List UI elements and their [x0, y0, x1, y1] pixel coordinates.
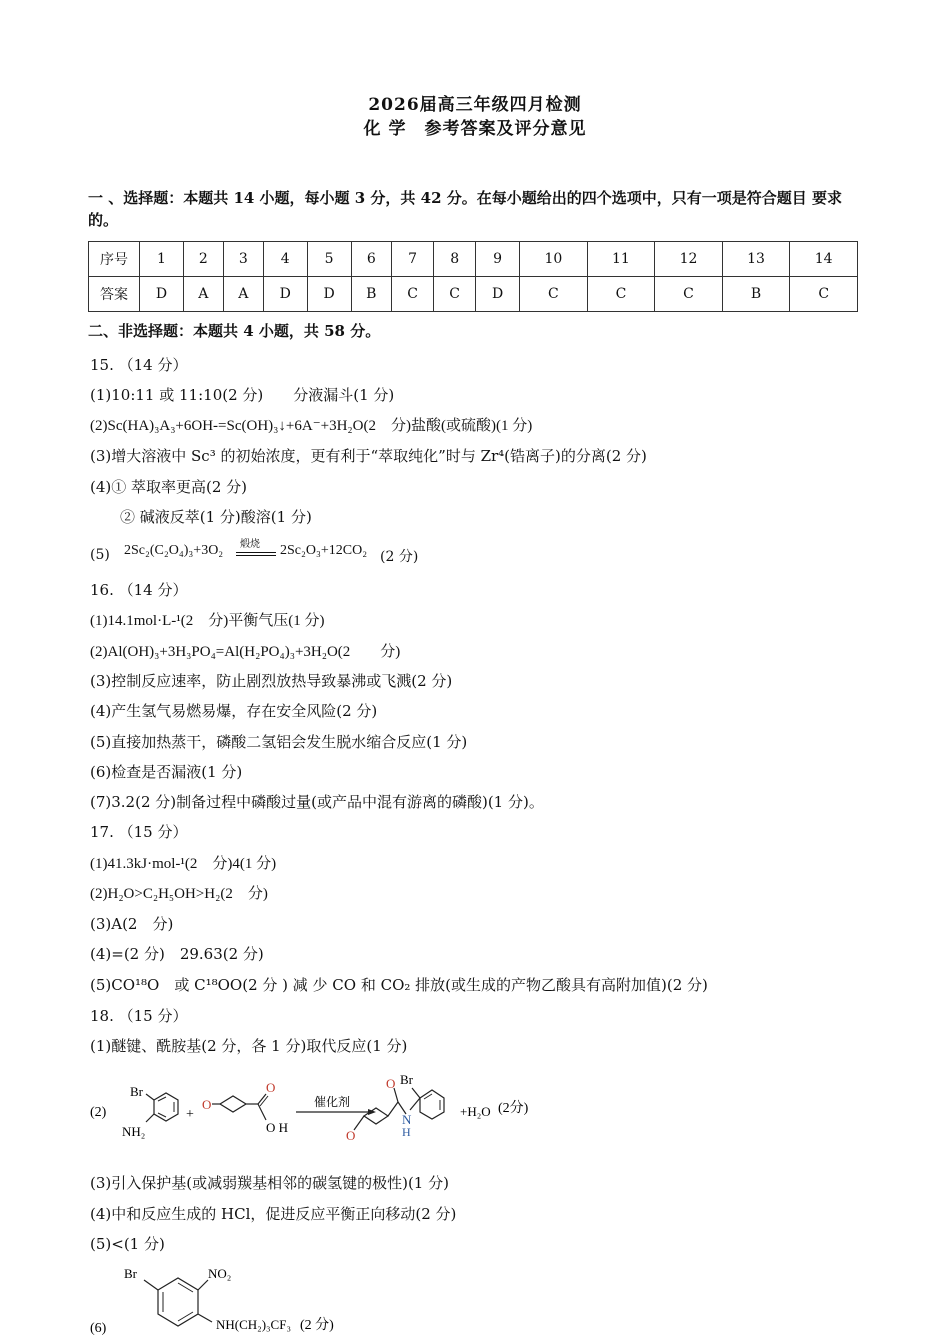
q16-line-1: (1)14.1mol·L-¹(2 分)平衡气压(1 分)	[90, 613, 325, 629]
q18-l2-oh: O H	[266, 1120, 289, 1135]
q18-l2-o1: O	[202, 1097, 212, 1112]
table-cell: 6	[351, 242, 392, 277]
q18-l6-score: (2 分)	[300, 1318, 334, 1333]
q18-product-n: N	[402, 1112, 412, 1127]
q15-l5-label: (5)	[90, 547, 110, 563]
table-cell: C	[520, 277, 588, 312]
q15-line-4a: (4)① 萃取率更高(2 分)	[90, 478, 248, 496]
table-cell: 5	[307, 242, 351, 277]
q18-line-1: (1)醚键、酰胺基(2 分，各 1 分)取代反应(1 分)	[90, 1037, 408, 1055]
table-cell: C	[434, 277, 476, 312]
q16-line-6: (6)检查是否漏液(1 分)	[90, 763, 243, 781]
table-cell: B	[351, 277, 392, 312]
q18-product-br: Br	[400, 1072, 413, 1087]
q18-l6-nh: NH(CH₂)₃CF₃	[216, 1317, 291, 1332]
q15-line-4b: ② 碱液反萃(1 分)酸溶(1 分)	[120, 508, 312, 526]
section-2-heading: 二、非选择题：本题共 4 小题，共 58 分。	[88, 322, 381, 340]
table-cell: 7	[392, 242, 434, 277]
table-cell: 2	[183, 242, 223, 277]
q17-line-3: (3)A(2 分)	[90, 915, 174, 933]
q15-line-2: (2)Sc(HA)₃A₃+6OH-=Sc(OH)₃↓+6A⁻+3H₂O(2 分)盐酸(或硫酸)(1 分)	[90, 418, 533, 434]
q16-heading: 16. （14 分）	[90, 581, 188, 599]
table-cell: 4	[263, 242, 307, 277]
q18-l2-nh2: NH₂	[122, 1124, 146, 1139]
row-label-number: 序号	[89, 242, 140, 277]
table-cell: A	[183, 277, 223, 312]
table-cell: 1	[140, 242, 184, 277]
q16-line-4: (4)产生氢气易燃易爆，存在安全风险(2 分)	[90, 702, 378, 720]
q15-line-3: (3)增大溶液中 Sc³ 的初始浓度，更有利于“萃取纯化”时与 Zr⁴(锆离子)的分离(2 分)	[90, 447, 647, 465]
table-row-numbers	[89, 242, 858, 277]
q18-product-o2: O	[386, 1076, 396, 1091]
q18-product-o1: O	[346, 1128, 356, 1143]
section-1-heading: 一 、选择题：本题共 14 小题，每小题 3 分，共 42 分。在每小题给出的四个选项中，只有一项是符合题目 要求的。	[88, 189, 842, 229]
q18-line-3: (3)引入保护基(或减弱羰基相邻的碳氢键的极性)(1 分)	[90, 1174, 449, 1192]
q15-l5-score: (2 分)	[380, 549, 419, 565]
q18-l2-catalyst: 催化剂	[314, 1095, 351, 1109]
q15-l5-condition: 煅烧	[240, 539, 260, 550]
q17-heading: 17. （15 分）	[90, 823, 188, 841]
q15-l5-equals-sign	[236, 552, 276, 556]
q18-line-5: (5)<(1 分)	[90, 1235, 165, 1253]
q18-l6-no2: NO₂	[208, 1266, 232, 1281]
q18-l2-br: Br	[130, 1084, 143, 1099]
q18-l2-water: +H₂O	[460, 1104, 491, 1119]
table-cell: A	[223, 277, 263, 312]
q18-l2-score: (2分)	[498, 1101, 529, 1116]
page-subtitle: 化 学 参考答案及评分意见	[363, 119, 587, 139]
table-cell: D	[307, 277, 351, 312]
table-cell: D	[140, 277, 184, 312]
q18-l6-br: Br	[124, 1266, 137, 1281]
table-cell: C	[655, 277, 723, 312]
table-cell: 10	[520, 242, 588, 277]
q18-l2-o2: O	[266, 1080, 276, 1095]
answer-table	[88, 241, 858, 312]
q18-l2-label: (2)	[90, 1105, 107, 1120]
q18-answer-6-structure	[88, 1258, 388, 1342]
q17-line-1: (1)41.3kJ·mol-¹(2 分)4(1 分)	[90, 856, 277, 872]
table-cell: C	[587, 277, 655, 312]
table-cell: 14	[790, 242, 858, 277]
q15-l5-rhs: 2Sc₂O₃+12CO₂	[280, 543, 368, 558]
table-cell: C	[392, 277, 434, 312]
table-cell: 11	[587, 242, 655, 277]
q18-product-h: H	[402, 1125, 411, 1139]
table-cell: B	[722, 277, 790, 312]
q15-heading: 15. （14 分）	[90, 356, 188, 374]
q16-line-3: (3)控制反应速率，防止剧烈放热导致暴沸或飞溅(2 分)	[90, 672, 453, 690]
table-cell: 9	[476, 242, 520, 277]
table-cell: 13	[722, 242, 790, 277]
table-row-answers	[89, 277, 858, 312]
q18-l2-plus: +	[186, 1107, 194, 1122]
q15-line-1: (1)10:11 或 11:10(2 分) 分液漏斗(1 分)	[90, 386, 395, 404]
table-cell: C	[790, 277, 858, 312]
table-cell: D	[263, 277, 307, 312]
q16-line-5: (5)直接加热蒸干，磷酸二氢铝会发生脱水缩合反应(1 分)	[90, 733, 468, 751]
page-title: 2026届高三年级四月检测	[368, 95, 582, 115]
row-label-answer: 答案	[89, 277, 140, 312]
q18-l6-label: (6)	[90, 1321, 107, 1336]
q18-reaction-scheme	[88, 1068, 558, 1150]
table-cell: 3	[223, 242, 263, 277]
q18-line-4: (4)中和反应生成的 HCl，促进反应平衡正向移动(2 分)	[90, 1205, 457, 1223]
table-cell: D	[476, 277, 520, 312]
q15-l5-lhs: 2Sc₂(C₂O₄)₃+3O₂	[124, 543, 224, 558]
table-cell: 8	[434, 242, 476, 277]
q16-line-7: (7)3.2(2 分)制备过程中磷酸过量(或产品中混有游离的磷酸)(1 分)。	[90, 793, 544, 811]
q17-line-2: (2)H₂O>C₂H₅OH>H₂(2 分)	[90, 886, 268, 902]
q18-heading: 18. （15 分）	[90, 1007, 188, 1025]
q16-line-2: (2)Al(OH)₃+3H₃PO₄=Al(H₂PO₄)₃+3H₂O(2 分)	[90, 644, 401, 660]
table-cell: 12	[655, 242, 723, 277]
q17-line-4: (4)=(2 分) 29.63(2 分)	[90, 945, 264, 963]
q17-line-5: (5)CO¹⁸O 或 C¹⁸OO(2 分 ) 减 少 CO 和 CO₂ 排放(或生成的产物乙酸具有高附加值)(2 分)	[90, 976, 708, 994]
